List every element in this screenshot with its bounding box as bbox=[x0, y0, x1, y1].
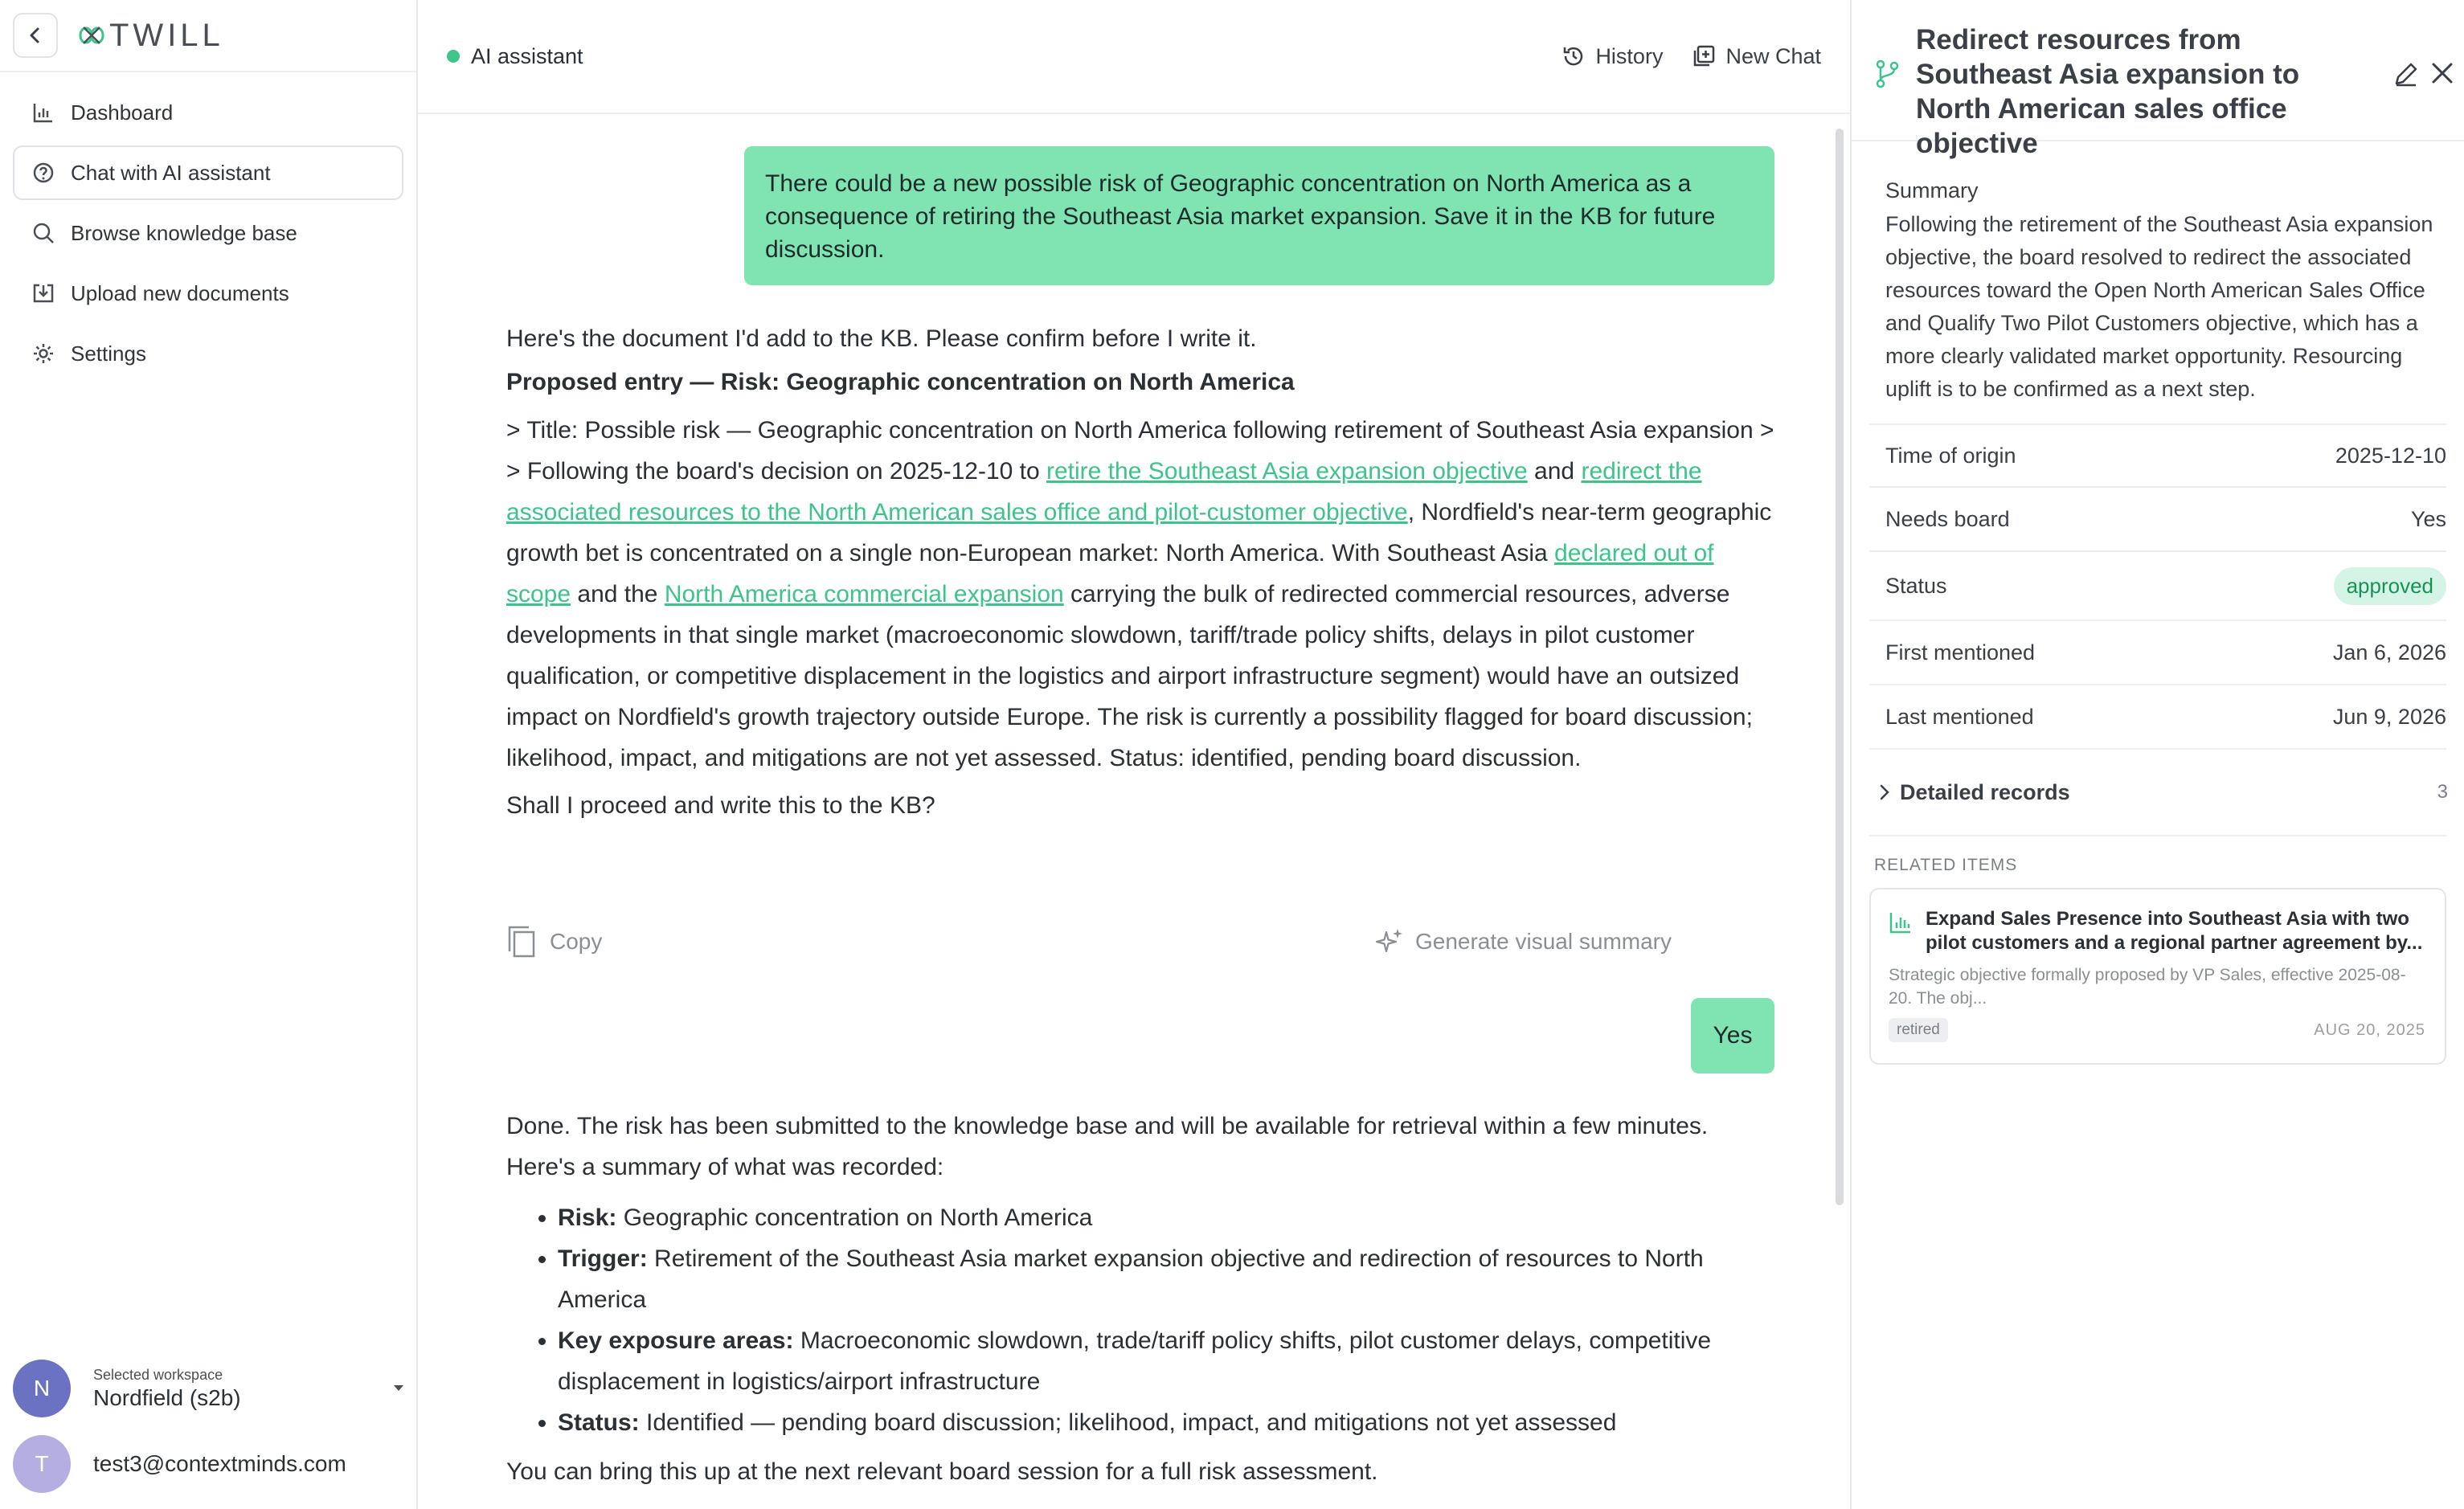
records-label: Detailed records bbox=[1900, 779, 2070, 804]
sidebar bbox=[0, 0, 418, 1509]
copy-label: Copy bbox=[550, 929, 603, 954]
recorded-summary-list bbox=[558, 1197, 1760, 1443]
field-label: Status bbox=[1885, 573, 1947, 598]
assistant-confirmation bbox=[506, 1106, 1760, 1492]
field-label: First mentioned bbox=[1885, 640, 2036, 665]
generate-label: Generate visual summary bbox=[1414, 929, 1672, 954]
confirmation-intro: Done. The risk has been submitted to the knowledge base and will be available for retrieval within a few minutes. Here's a summary of what was recorded: bbox=[506, 1113, 1709, 1180]
panel-body bbox=[1852, 178, 2464, 1065]
copy-button[interactable] bbox=[506, 925, 602, 959]
sidebar-item-settings[interactable] bbox=[13, 326, 403, 381]
sparkle-icon bbox=[1375, 927, 1404, 956]
body-text: and bbox=[1527, 458, 1582, 485]
sidebar-item-label: Browse knowledge base bbox=[71, 220, 297, 245]
field-label: Time of origin bbox=[1885, 443, 2016, 468]
list-item: • Key exposure areas: Macroeconomic slowdown, trade/tariff policy shifts, pilot customer delays, competitive displacement in logistics/airport infrastructure bbox=[558, 1320, 1760, 1402]
brand-name: TWILL bbox=[109, 17, 224, 53]
workspace-text bbox=[93, 1367, 391, 1411]
edit-icon[interactable] bbox=[2393, 61, 2419, 87]
question-circle-icon bbox=[31, 160, 56, 186]
summary-text: Following the retirement of the Southeast Asia expansion objective, the board resolved to redirect the associated resources toward the Open North American Sales Office and Qualify Two Pilot Customers objective, which has a more clearly validated market opportunity. Resourcing uplift is to be confirmed as a next step. bbox=[1885, 212, 2433, 401]
field-label: Needs board bbox=[1885, 506, 2010, 531]
new-chat-label: New Chat bbox=[1725, 43, 1821, 68]
online-status-dot bbox=[447, 50, 460, 63]
history-label: History bbox=[1595, 43, 1664, 68]
sidebar-nav bbox=[0, 72, 416, 381]
related-item-date: AUG 20, 2025 bbox=[2314, 1020, 2425, 1039]
back-button[interactable] bbox=[13, 13, 58, 58]
body-text: , Nordfield's near-term geographic growth bet is concentrated on a single non-European market: North America. With Southeast Asia bbox=[506, 499, 1772, 566]
list-item: • Risk: Geographic concentration on North America bbox=[558, 1197, 1760, 1238]
body-text: > Title: Possible risk — Geographic concentration on North America following retirement of Southeast Asia expansion > > Following the board's decision on 2025-12-10 to bbox=[506, 417, 1774, 485]
field-status bbox=[1869, 552, 2446, 621]
link-redirect-resources[interactable]: redirect the associated resources to the North American sales office and pilot-customer objective bbox=[506, 458, 1702, 525]
field-value: Yes bbox=[2410, 506, 2446, 531]
workspace-avatar: N bbox=[13, 1360, 71, 1417]
upload-icon bbox=[31, 280, 56, 306]
chart-bars-icon bbox=[31, 100, 56, 125]
generate-visual-summary-button[interactable] bbox=[1375, 927, 1672, 956]
confirmation-closing: You can bring this up at the next relevant board session for a full risk assessment. bbox=[506, 1458, 1378, 1485]
field-label: Last mentioned bbox=[1885, 704, 2034, 729]
panel-header bbox=[1852, 0, 2464, 159]
message-list bbox=[418, 114, 1850, 1509]
link-retire-objective[interactable]: retire the Southeast Asia expansion objective bbox=[1046, 458, 1528, 485]
panel-title: Redirect resources from Southeast Asia expansion to North American sales office objective bbox=[1916, 24, 2300, 159]
field-time-of-origin bbox=[1869, 423, 2446, 488]
chat-area bbox=[418, 0, 1850, 1509]
field-value: Jan 6, 2026 bbox=[2332, 640, 2446, 665]
records-count: 3 bbox=[2437, 781, 2448, 803]
new-chat-button[interactable] bbox=[1692, 44, 1821, 69]
summary-label: Summary bbox=[1885, 178, 1979, 202]
body-text: and the bbox=[571, 581, 665, 607]
related-items-label: RELATED ITEMS bbox=[1874, 856, 2018, 874]
detail-panel bbox=[1850, 0, 2464, 1509]
sidebar-item-browse[interactable] bbox=[13, 206, 403, 260]
sidebar-item-label: Settings bbox=[71, 341, 146, 366]
logo bbox=[76, 18, 224, 54]
field-value: Jun 9, 2026 bbox=[2332, 704, 2446, 729]
status-badge: approved bbox=[2334, 567, 2446, 605]
assistant-intro: Here's the document I'd add to the KB. Please confirm before I write it. bbox=[506, 325, 1257, 352]
caret-down-icon bbox=[391, 1380, 407, 1397]
assistant-question: Shall I proceed and write this to the KB? bbox=[506, 792, 935, 819]
body-text: carrying the bulk of redirected commercial resources, adverse developments in that single market (macroeconomic slowdown, tariff/trade policy shifts, delays in pilot customer qualification, or competitive displacement in the logistics and airport infrastructure segment) would have an outsized impact on Nordfield's growth trajectory outside Europe. The risk is currently a possibility flagged for board discussion; likelihood, impact, and mitigations are not yet assessed. Status: identified, pending board discussion. bbox=[506, 581, 1753, 771]
sidebar-item-label: Chat with AI assistant bbox=[71, 160, 271, 185]
history-icon bbox=[1561, 44, 1586, 68]
chart-bars-icon bbox=[1889, 910, 1913, 934]
proposed-entry-heading: Proposed entry — Risk: Geographic concentration on North America bbox=[506, 369, 1295, 395]
user-reply-message: Yes bbox=[1691, 998, 1774, 1073]
chevron-left-icon bbox=[27, 27, 44, 44]
chevron-right-icon bbox=[1879, 783, 1890, 801]
related-item-description: Strategic objective formally proposed by VP Sales, effective 2025-08-20. The obj... bbox=[1889, 966, 2406, 1008]
link-out-of-scope[interactable]: declared out of scope bbox=[506, 540, 1714, 607]
related-item-card[interactable] bbox=[1869, 888, 2446, 1065]
field-last-mentioned bbox=[1869, 685, 2446, 750]
user-avatar: T bbox=[13, 1435, 71, 1493]
assistant-message bbox=[506, 323, 1776, 833]
workspace-name: Nordfield (s2b) bbox=[93, 1384, 241, 1410]
sidebar-item-upload[interactable] bbox=[13, 266, 403, 321]
sidebar-item-dashboard[interactable] bbox=[13, 85, 403, 140]
related-item-title: Expand Sales Presence into Southeast Asia with two pilot customers and a regional partner agreement by... bbox=[1926, 908, 2423, 954]
search-icon bbox=[31, 220, 56, 246]
proposed-entry-body bbox=[506, 410, 1776, 779]
chat-title: AI assistant bbox=[471, 43, 583, 68]
close-icon[interactable] bbox=[2430, 61, 2454, 85]
chat-header bbox=[418, 0, 1850, 114]
new-chat-icon bbox=[1692, 44, 1716, 68]
user-account[interactable] bbox=[13, 1432, 407, 1496]
user-email: test3@contextminds.com bbox=[93, 1451, 346, 1476]
sidebar-item-chat[interactable] bbox=[13, 145, 403, 200]
list-item: • Status: Identified — pending board discussion; likelihood, impact, and mitigations not yet assessed bbox=[558, 1402, 1760, 1443]
sidebar-header bbox=[0, 0, 416, 72]
link-na-expansion[interactable]: North America commercial expansion bbox=[664, 581, 1064, 607]
branch-icon bbox=[1874, 59, 1900, 88]
workspace-selector[interactable] bbox=[13, 1356, 407, 1421]
field-needs-board bbox=[1869, 488, 2446, 552]
related-item-footer bbox=[1889, 1018, 2425, 1042]
detailed-records-toggle[interactable] bbox=[1869, 750, 2446, 836]
gear-icon bbox=[31, 341, 56, 366]
header-actions bbox=[1533, 44, 1821, 69]
field-first-mentioned bbox=[1869, 621, 2446, 685]
message-actions bbox=[506, 918, 1712, 966]
field-value: 2025-12-10 bbox=[2335, 443, 2446, 468]
related-item-tag: retired bbox=[1889, 1018, 1948, 1042]
list-item: • Trigger: Retirement of the Southeast Asia market expansion objective and redirection of resources to North America bbox=[558, 1238, 1760, 1320]
sidebar-item-label: Upload new documents bbox=[71, 280, 289, 305]
user-message: There could be a new possible risk of Geographic concentration on North America as a consequence of retiring the Southeast Asia market expansion. Save it in the KB for future discussion. bbox=[744, 146, 1774, 285]
twill-logo-icon bbox=[76, 19, 108, 51]
history-button[interactable] bbox=[1561, 44, 1663, 69]
copy-icon bbox=[506, 925, 537, 959]
workspace-caption: Selected workspace bbox=[93, 1366, 223, 1383]
sidebar-item-label: Dashboard bbox=[71, 100, 174, 125]
